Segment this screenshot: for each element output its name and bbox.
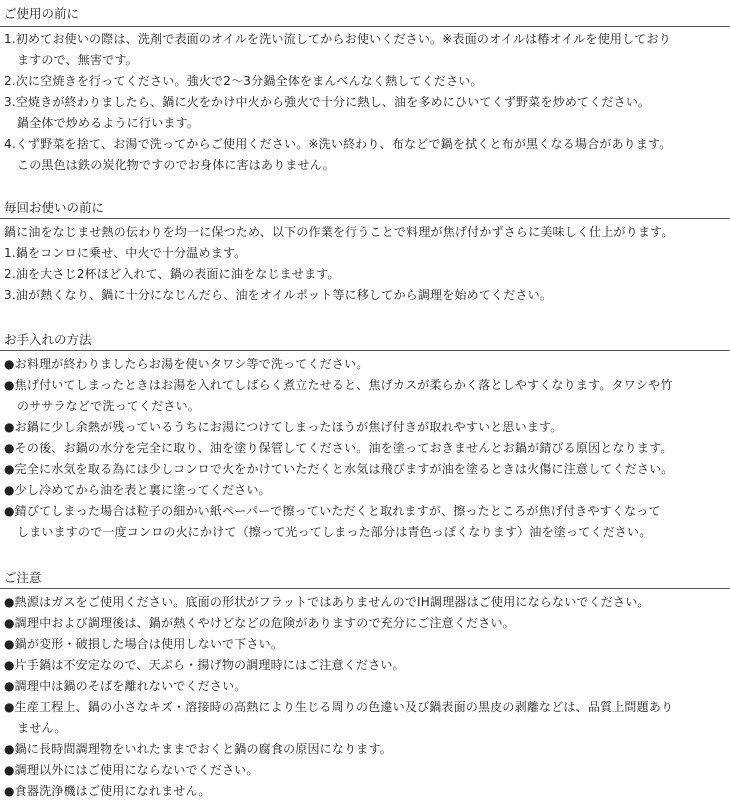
section-heading: ご使用の前に [4, 6, 80, 21]
bullet-item: ●お料理が終わりましたらお湯を使いタワシ等で洗ってください。 [4, 357, 369, 371]
bullet-item: ●焦げ付いてしまったときはお湯を入れてしばらく煮立たせると、焦げカスが柔らかく落としやすくなります。タワシや竹 [4, 378, 673, 392]
bullet-item: ●お鍋に少し余熱が残っているうちにお湯につけてしまったほうが焦げ付きが取れやすいと思います。 [4, 420, 563, 434]
section-heading: 毎回お使いの前に [4, 200, 105, 215]
text-line: 1.鍋をコンロに乗せ、中火で十分温めます。 [4, 246, 247, 260]
section-divider [0, 588, 730, 589]
bullet-item: ●錆びてしまった場合は粒子の細かい紙ペーパーで擦っていただくと取れますが、擦ったところが焦げ付きやすくなって [4, 504, 661, 518]
bullet-item: ●調理中および調理後は、鍋が熱くやけどなどの危険がありますので充分にご注意ください。 [4, 616, 515, 630]
text-line: 鍋に油をなじませ熱の伝わりを均一に保つため、以下の作業を行うことで料理が焦げ付かずさらに美味しく仕上がります。 [4, 225, 674, 239]
text-line: 1.初めてお使いの際は、洗剤で表面のオイルを洗い流してからお使いください。※表面のオイルは椿オイルを使用しており [4, 32, 671, 46]
bullet-item: ●完全に水気を取る為には少しコンロで火をかけていただくと水気は飛びますが油を塗るときは火傷に注意してください。 [4, 462, 674, 476]
bullet-item: ●その後、お鍋の水分を完全に取り、油を塗り保管してください。油を塗っておきませんとお鍋が錆びる原因となります。 [4, 441, 673, 455]
text-line: この黒色は鉄の炭化物ですのでお身体に害はありません。 [17, 158, 335, 172]
bullet-item: ●生産工程上、鍋の小さなキズ・溶接時の高熱により生じる周りの色違い及び鍋表面の黒皮の剥離などは、品質上問題あり [4, 700, 674, 714]
bullet-item-continuation: しまいますので一度コンロの火にかけて（擦って光ってしまった部分は青色っぽくなります）油を塗ってください。 [17, 525, 652, 539]
bullet-item: ●調理以外にはご使用にならないでください。 [4, 763, 259, 777]
section-divider [0, 218, 730, 219]
text-line: 2.油を大さじ2杯ほど入れて、鍋の表面に油をなじませます。 [4, 267, 340, 281]
bullet-item: ●調理中は鍋のそばを離れないでください。 [4, 679, 247, 693]
bullet-item: ●食器洗浄機はご使用になれません。 [4, 784, 211, 798]
text-line: 4.くず野菜を捨て、お湯で洗ってからご使用ください。※洗い終わり、布などで鍋を拭くと布が黒くなる場合があります。 [4, 137, 672, 151]
text-line: 鍋全体で炒めるように行います。 [17, 116, 200, 130]
bullet-item: ●片手鍋は不安定なので、天ぷら・揚げ物の調理時にはご注意ください。 [4, 658, 405, 672]
section-heading: ご注意 [4, 570, 42, 585]
bullet-item-continuation: のササラなどで洗ってください。 [17, 399, 201, 413]
text-line: ますので、無害です。 [17, 53, 138, 67]
section-divider [0, 350, 730, 351]
section-divider [0, 26, 730, 27]
bullet-item: ●鍋が変形・破損した場合は使用しないで下さい。 [4, 637, 284, 651]
text-line: 3.空焼きが終わりましたら、鍋に火をかけ中火から強火で十分に熱し、油を多めにひいてくず野菜を炒めてください。 [4, 95, 651, 109]
bullet-item: ●鍋に長時間調理物をいれたままでおくと鍋の腐食の原因になります。 [4, 742, 392, 756]
bullet-item: ●熱源はガスをご使用ください。底面の形状がフラットではありませんのでIH調理器はご使用にならないでください。 [4, 595, 650, 609]
section-heading: お手入れの方法 [4, 332, 92, 347]
text-line: 3.油が熱くなり、鍋に十分になじんだら、油をオイルポット等に移してから調理を始めてください。 [4, 288, 553, 302]
bullet-item: ●少し冷めてから油を表と裏に塗ってください。 [4, 483, 271, 497]
bullet-item-continuation: ません。 [17, 721, 67, 735]
text-line: 2.次に空焼きを行ってください。強火で2〜3分鍋全体をまんべんなく熱してください。 [4, 74, 483, 88]
